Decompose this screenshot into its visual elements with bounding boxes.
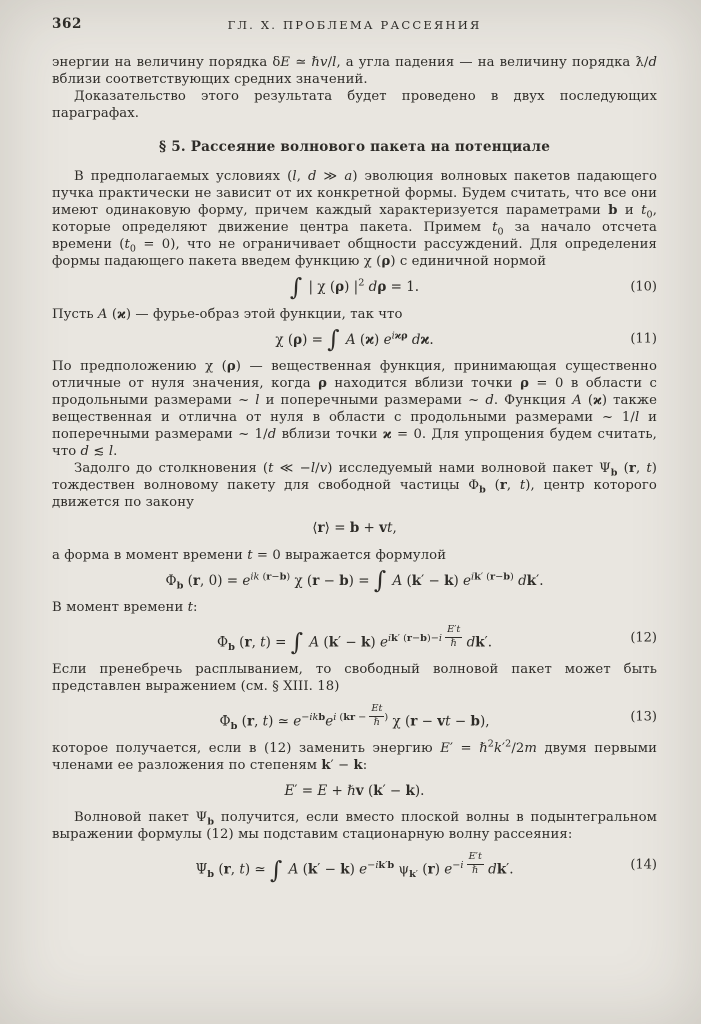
paragraph-form: а форма в момент времени t = 0 выражается формулой (52, 547, 447, 563)
equation-number: (14) (630, 857, 657, 873)
paragraph-energy: энергии на величину порядка δE ≃ ℏv/l, а угла падения — на величину порядка ƛ/d вблизи соответствующих средних значений. (52, 55, 657, 87)
paragraph-proof: Доказательство этого результата будет проведено в двух последующих параграфах. (52, 89, 657, 121)
equation-body: $\Phi_b$ (r, $0) = e^{ik (r-b)}$ χ (r − b) = ∫ A (k′ − k) $e^{ik' (r-b)}$ dk′. (165, 566, 544, 595)
equation-fourier (52, 325, 657, 354)
paragraph-fourier: Пусть A (ϰ) — фурье-образ этой функции, так что (52, 306, 403, 322)
equation-phit (52, 624, 657, 657)
paragraph-longbefore: Задолго до столкновения (t ≪ −l/v) исследуемый нами волновой пакет $\Psi_b$ (r, t) тождествен волновому пакету для свободной частицы $\Phi_b$ (r, t), центр которого движется по закону (52, 461, 658, 511)
page-number: 362 (52, 16, 82, 32)
paragraph-moment: В момент времени t: (52, 600, 198, 616)
equation-energy-expand (52, 783, 657, 801)
equation-center-motion (52, 520, 657, 538)
equation-phi0 (52, 566, 657, 595)
equation-number: (11) (630, 331, 657, 347)
page-header (0, 0, 701, 40)
paragraph-conditions: В предполагаемых условиях (l, d ≫ a) эволюция волновых пакетов падающего пучка практически не зависит от их конкретной формы. Будем считать, что все они имеют одинаковую форму, причем каждый характеризуется параметрами b и $t_0$, которые определяют движение центра пакета. Примем $t_0$ за начало отсчета времени $(t_0 = 0)$, что не ограничивает общности рассуждений. Для определения формы падающего пакета введем функцию χ (ρ) с единичной нормой (52, 169, 657, 269)
equation-body: $\Phi_b$ (r, t) = ∫ A (k′ − k) $e^{ik' (r-b)-i \frac{E't}{\text{ℏ}}}$ dk′. (217, 624, 492, 657)
equation-phi-approx (52, 704, 657, 731)
equation-number: (13) (630, 709, 657, 725)
running-head: ГЛ. X. ПРОБЛЕМА РАССЕЯНИЯ (227, 18, 482, 32)
page-content (0, 54, 701, 884)
equation-body: $\Phi_b$ (r, t) ≃ $e^{-ikb}e^{i (kr - \frac{Et}{\text{ℏ}} )}$ χ (r − vt − b), (219, 703, 490, 733)
paragraph-wavepacket: Волновой пакет $\Psi_b$ получится, если вместо плоской волны в подынтегральном выражении формулы (12) мы подставим стационарную волну рассеяния: (52, 810, 658, 843)
equation-body: $\Psi_b$ (r, t) ≃ ∫ A (k′ − k) $e^{-ik'b}$ $\psi_{k'}$ (r) $e^{-i \frac{E't}{\text{ℏ}}}$ dk′. (195, 851, 514, 884)
equation-body: E′ = E + ℏv (k′ − k). (284, 782, 425, 799)
paragraph-spreading: Если пренебречь расплыванием, то свободный волновой пакет может быть представлен выражением (см. § XIII. 18) (52, 662, 657, 695)
paragraph-obtained: которое получается, если в (12) заменить энергию $E' = \hbar^2k'^2/2m$ двумя первыми членами ее разложения по степеням k′ − k: (52, 738, 658, 773)
equation-number: (12) (630, 630, 657, 646)
equation-psi (52, 851, 657, 884)
equation-body: ⟨r⟩ = b + vt, (312, 520, 397, 537)
equation-body: ∫ | χ (ρ) $|^2$ dρ = 1. (289, 272, 420, 301)
equation-number: (10) (630, 279, 657, 295)
paragraph-assumption: По предположению χ (ρ) — вещественная функция, принимающая существенно отличные от нуля значения, когда ρ находится вблизи точки ρ = 0 в области с продольными размерами ~ l и поперечными размерами ~ d. Функция A (ϰ) также вещественная и отлична от нуля в области с продольными размерами ~ 1/l и поперечными размерами ~ 1/d вблизи точки ϰ = 0. Для упрощения будем считать, что d ≲ l. (52, 359, 657, 460)
section-heading: § 5. Рассеяние волнового пакета на потенциале (158, 139, 551, 155)
equation-norm (52, 272, 657, 301)
equation-body: χ (ρ) = ∫ A (ϰ) $e^{iϰ\rho}$ dϰ. (275, 325, 434, 354)
